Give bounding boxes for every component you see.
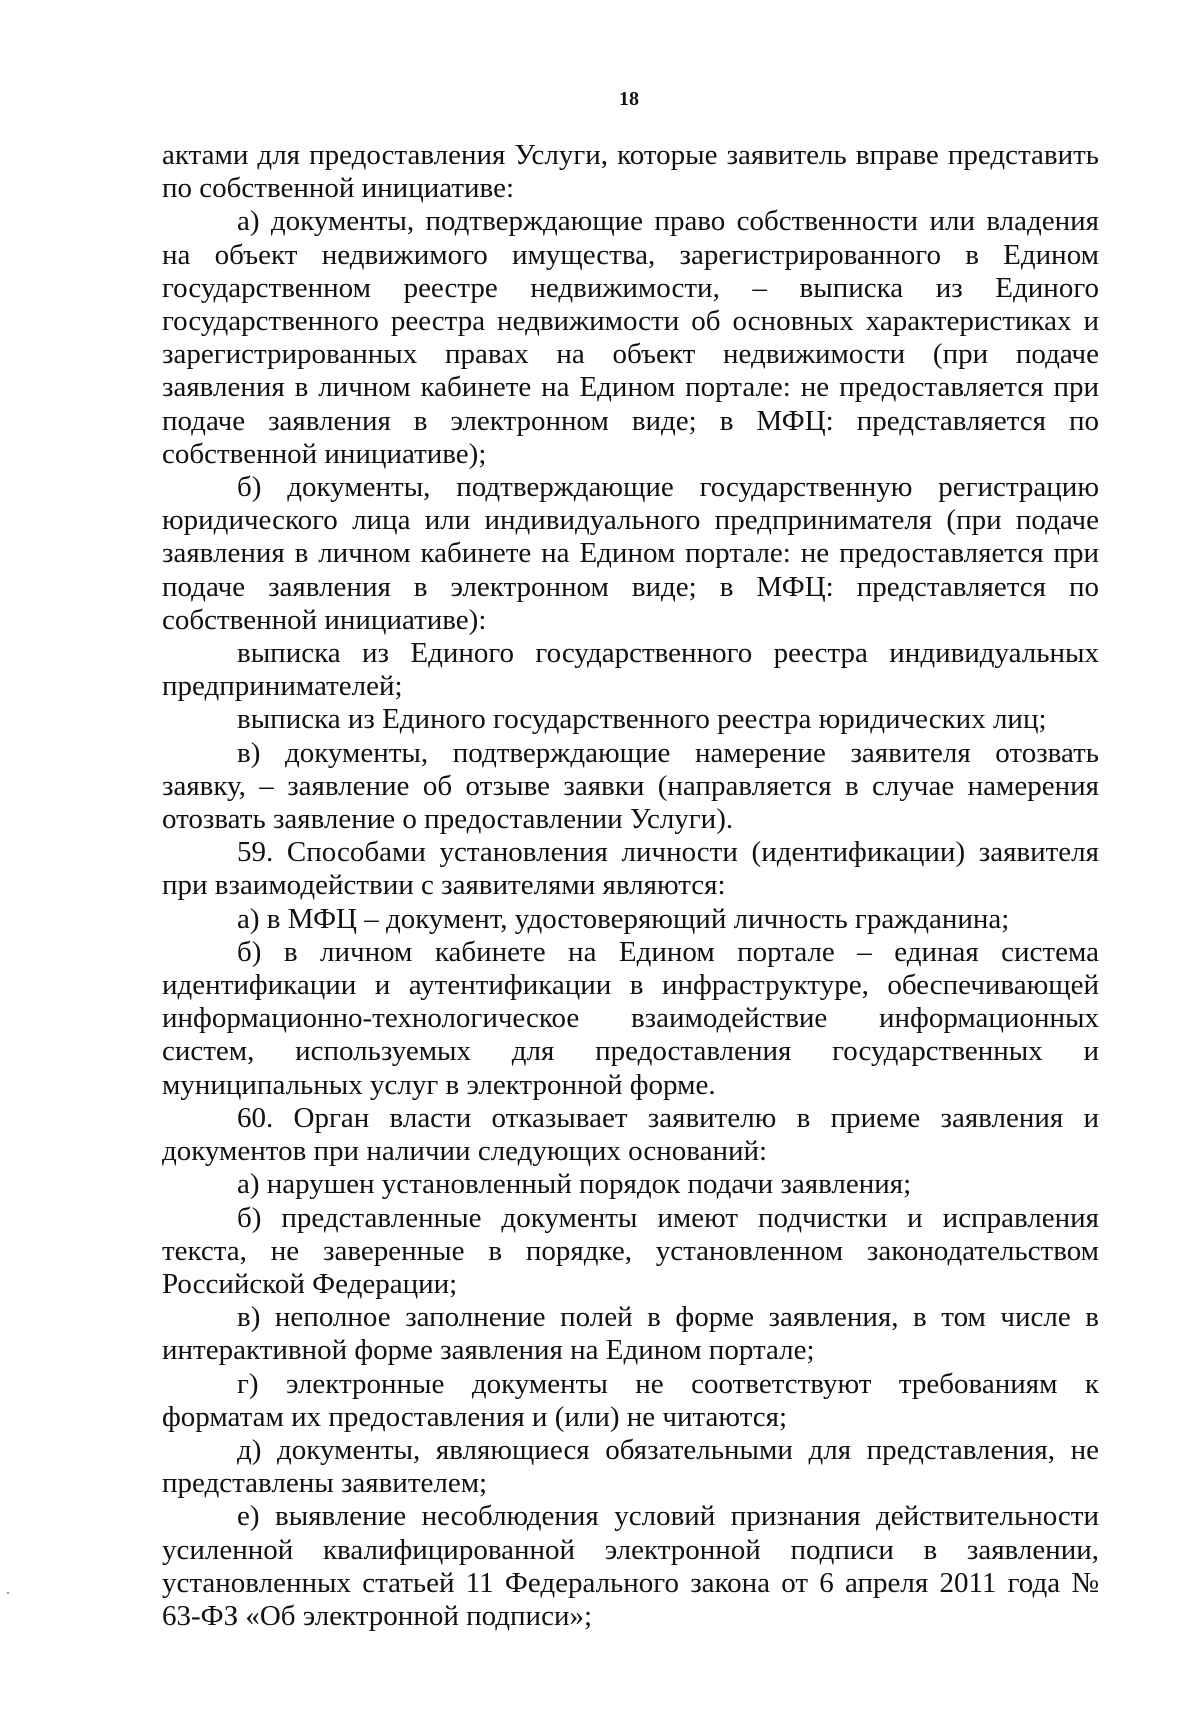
paragraph-60-a: а) нарушен установленный порядок подачи заявления; — [237, 1168, 912, 1201]
paragraph-item-v-withdrawal: в) документы, подтверждающие намерение заявителя отозвать заявку, – заявление об отзыве заявки (направляется в случае намерения отозвать заявление о предоставлении Услуги). — [162, 736, 1099, 836]
paragraph-60-d: д) документы, являющиеся обязательными для представления, не представлены заявителем; — [162, 1433, 1099, 1500]
paragraph-extract-legal-entities: выписка из Единого государственного реестра юридических лиц; — [237, 703, 1047, 736]
paragraph-item-a-property: а) документы, подтверждающие право собственности или владения на объект недвижимого имущества, зарегистрированного в Едином государственном реестре недвижимости, – выписка из Единого государственного реестра недвижимости об основных характеристиках и зарегистрированных правах на объект недвижимости (при подаче заявления в личном кабинете на Едином портале: не предоставляется при подаче заявления в электронном виде; в МФЦ: представляется по собственной инициативе); — [162, 205, 1099, 470]
document-body — [162, 139, 1099, 1633]
paragraph-60-e: е) выявление несоблюдения условий признания действительности усиленной квалифицированной электронной подписи в заявлении, установленных статьей 11 Федерального закона от 6 апреля 2011 года № 63-ФЗ «Об электронной подписи»; — [162, 1500, 1099, 1632]
page-number: 18 — [619, 88, 639, 110]
paragraph-60-g: г) электронные документы не соответствуют требованиям к форматам их предоставления и (или) не читаются; — [162, 1367, 1099, 1433]
paragraph-60-b: б) представленные документы имеют подчистки и исправления текста, не заверенные в порядке, установленном законодательством Российской Федерации; — [162, 1201, 1099, 1300]
paragraph-60: 60. Орган власти отказывает заявителю в приеме заявления и документов при наличии следующих оснований: — [162, 1101, 1099, 1168]
scan-dot — [7, 1592, 9, 1594]
paragraph-59-a: а) в МФЦ – документ, удостоверяющий личность гражданина; — [237, 902, 1010, 935]
paragraph-item-b-registration: б) документы, подтверждающие государственную регистрацию юридического лица или индивидуального предпринимателя (при подаче заявления в личном кабинете на Едином портале: не предоставляется при подаче заявления в электронном виде; в МФЦ: представляется по собственной инициативе): — [162, 471, 1099, 636]
paragraph-59-b: б) в личном кабинете на Едином портале – единая система идентификации и аутентификации в инфраструктуре, обеспечивающей информационно-технологическое взаимодействие информационных систем, используемых для предоставления государственных и муниципальных услуг в электронной форме. — [162, 935, 1099, 1101]
paragraph-59: 59. Способами установления личности (идентификации) заявителя при взаимодействии с заявителями являются: — [162, 836, 1099, 902]
paragraph-extract-entrepreneurs: выписка из Единого государственного реестра индивидуальных предпринимателей; — [162, 637, 1099, 703]
paragraph-60-v: в) неполное заполнение полей в форме заявления, в том числе в интерактивной форме заявления на Едином портале; — [162, 1301, 1099, 1367]
paragraph-continuation: актами для предоставления Услуги, которые заявитель вправе представить по собственной инициативе: — [162, 139, 1099, 205]
